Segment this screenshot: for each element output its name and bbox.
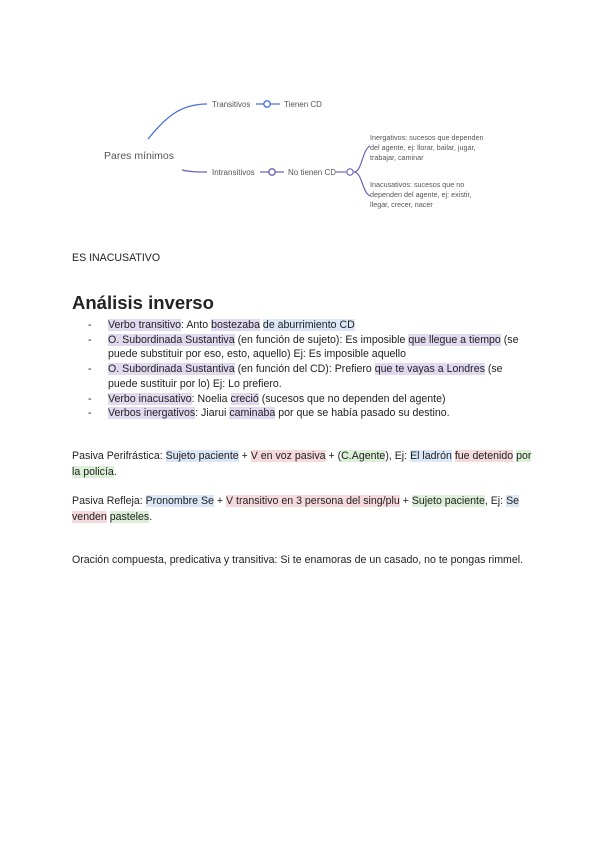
analysis-list [72, 318, 532, 421]
text-segment: Pasiva Perifrástica: [72, 450, 166, 462]
text-segment: + [399, 495, 412, 507]
pasiva-perifrastica [72, 448, 532, 480]
highlighted-text: O. Subordinada Sustantiva [108, 363, 235, 376]
text-segment: , Ej: [484, 495, 507, 507]
highlighted-text: Se [506, 495, 520, 507]
mindmap-transitivos: Transitivos [212, 100, 251, 109]
text-segment: (sucesos que no dependen del agente) [258, 392, 446, 405]
text-segment: por que se había pasado su destino. [275, 407, 450, 420]
connector-intransitivos [182, 170, 207, 172]
text-segment: (en función del CD): Prefiero [234, 363, 375, 376]
list-item [72, 318, 532, 333]
highlighted-text: V transitivo en 3 persona del sing/plu [226, 495, 400, 507]
text-segment: (en función de sujeto): Es imposible [234, 333, 409, 346]
list-item [72, 362, 532, 391]
list-bullet: - [88, 319, 92, 331]
highlighted-text: V en voz pasiva [250, 450, 326, 462]
mind-map [0, 0, 600, 230]
text-segment: : Noelia [191, 392, 231, 405]
highlighted-text: El ladrón [410, 450, 452, 462]
highlighted-text: C.Agente [341, 450, 386, 462]
mindmap-inacusativos-3: llegar, crecer, nacer [370, 200, 433, 209]
highlighted-text: Sujeto paciente [165, 450, 239, 462]
text-segment: + ( [325, 450, 342, 462]
mindmap-inergativos-3: trabajar, caminar [370, 153, 424, 162]
highlighted-text: de aburrimiento CD [262, 319, 355, 331]
text-segment: : Jiarui [195, 407, 230, 420]
list-bullet: - [88, 363, 92, 376]
oracion-compuesta: Oración compuesta, predicativa y transitiva: Si te enamoras de un casado, no te pongas rimmel. [72, 554, 524, 566]
highlighted-text: Verbo inacusativo [108, 392, 192, 405]
text-segment: (se puede substituir por eso, esto, aquello) Ej: Es imposible aquello [108, 333, 519, 361]
highlighted-text: creció [230, 392, 259, 405]
highlighted-text: pasteles [109, 511, 150, 523]
highlighted-text: que llegue a tiempo [408, 333, 501, 346]
text-segment: + [213, 495, 226, 507]
text-segment: (se puede sustituir por lo) Ej: Lo prefiero. [108, 363, 503, 390]
text-segment: . [113, 466, 117, 478]
list-bullet: - [88, 333, 92, 346]
highlighted-text: Verbo transitivo [108, 319, 182, 331]
highlighted-text: fue detenido [454, 450, 514, 462]
highlighted-text: bostezaba [211, 319, 260, 331]
node-dot-intransitivos [269, 169, 275, 175]
es-inacusativo-label: ES INACUSATIVO [72, 252, 161, 264]
mindmap-no-tienen-cd: No tienen CD [288, 168, 337, 177]
highlighted-text: venden [72, 511, 107, 523]
mindmap-intransitivos: Intransitivos [212, 168, 255, 177]
mindmap-inacusativos-2: dependen del agente, ej: existir, [370, 190, 472, 199]
highlighted-text: caminaba [229, 407, 276, 420]
list-item [72, 392, 532, 407]
mindmap-tienen-cd: Tienen CD [284, 100, 322, 109]
mindmap-inacusativos-1: Inacusativos: sucesos que no [370, 180, 465, 189]
list-bullet: - [88, 392, 92, 405]
text-segment: : Anto [181, 319, 212, 331]
highlighted-text: Sujeto paciente [411, 495, 485, 507]
mindmap-inergativos-1: Inergativos: sucesos que dependen [370, 133, 484, 142]
section-heading: Análisis inverso [72, 292, 214, 313]
node-dot-transitivos [264, 101, 270, 107]
highlighted-text: Pronombre Se [145, 495, 214, 507]
text-segment: Pasiva Refleja: [72, 495, 146, 507]
text-segment: . [149, 511, 153, 523]
mindmap-inergativos-2: del agente, ej: llorar, bailar, jugar, [370, 143, 476, 152]
highlighted-text: O. Subordinada Sustantiva [108, 333, 235, 346]
text-segment: ), Ej: [385, 450, 411, 462]
mindmap-root: Pares mínimos [104, 150, 175, 162]
pasiva-refleja [72, 493, 532, 525]
list-item [72, 406, 532, 421]
list-item [72, 333, 532, 362]
text-segment: + [238, 450, 251, 462]
highlighted-text: por la policía [72, 450, 532, 478]
list-bullet: - [88, 407, 92, 420]
highlighted-text: Verbos inergativos [108, 407, 196, 420]
highlighted-text: que te vayas a Londres [374, 363, 485, 376]
node-dot-no-tienen-cd [347, 169, 353, 175]
connector-transitivos [148, 104, 207, 139]
